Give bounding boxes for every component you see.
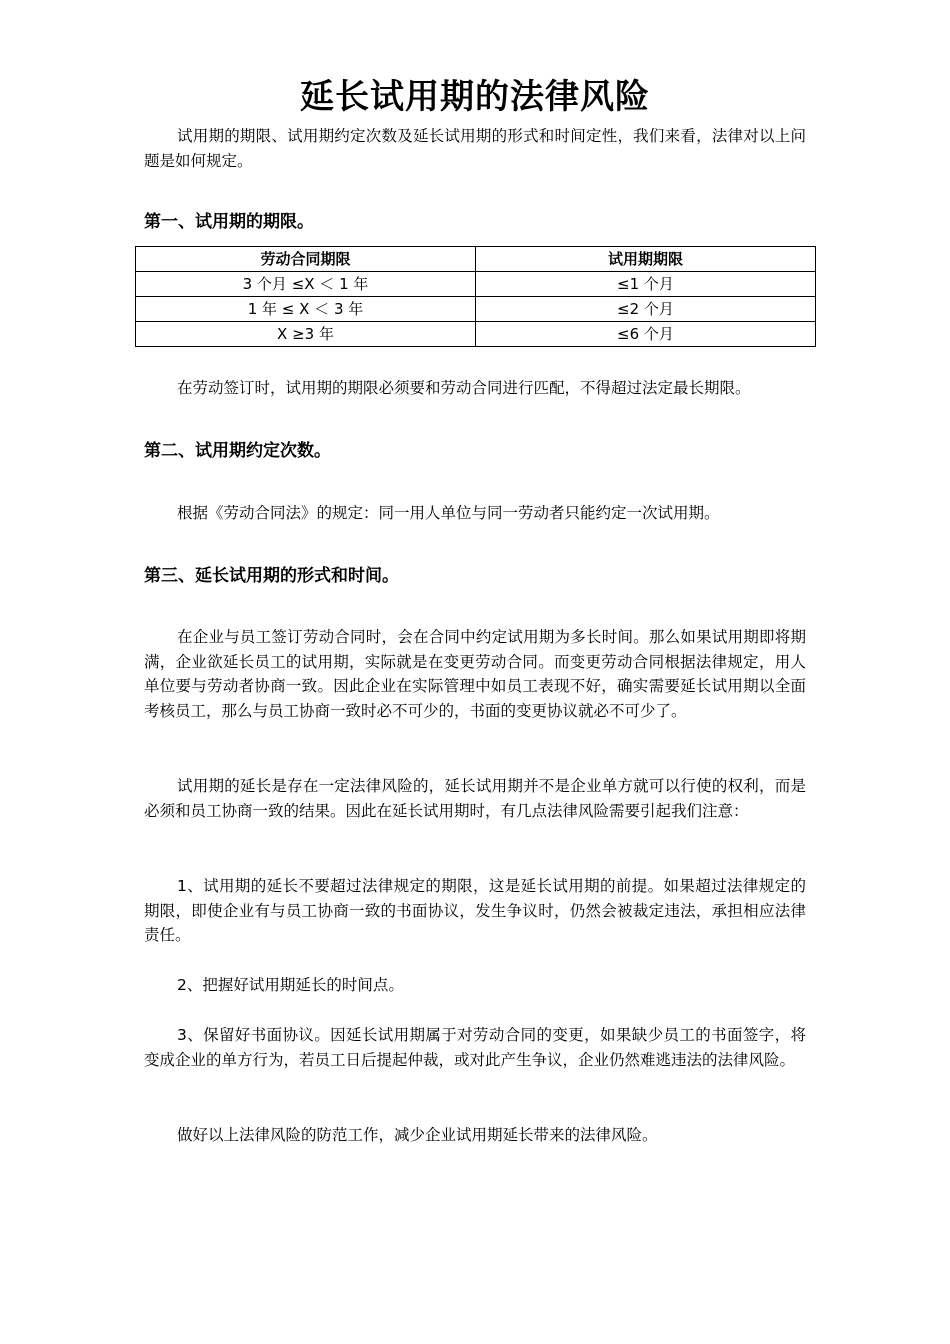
table-row xyxy=(136,297,816,322)
risk-point-1: 1、试用期的延长不要超过法律规定的期限，这是延长试用期的前提。如果超过法律规定的期限，即使企业有与员工协商一致的书面协议，发生争议时，仍然会被裁定违法，承担相应法律责任。 xyxy=(144,877,806,944)
section1-note: 在劳动签订时，试用期的期限必须要和劳动合同进行匹配，不得超过法定最长期限。 xyxy=(177,379,751,397)
table-row xyxy=(136,322,816,347)
section2-text: 根据《劳动合同法》的规定：同一用人单位与同一劳动者只能约定一次试用期。 xyxy=(177,504,720,522)
risk-point-3: 3、保留好书面协议。因延长试用期属于对劳动合同的变更，如果缺少员工的书面签字，将变成企业的单方行为，若员工日后提起仲裁，或对此产生争议，企业仍然难逃违法的法律风险。 xyxy=(144,1026,806,1069)
probation-limits-table xyxy=(135,246,816,347)
table-header-row xyxy=(136,247,816,272)
conclusion-paragraph: 做好以上法律风险的防范工作，减少企业试用期延长带来的法律风险。 xyxy=(177,1126,658,1144)
table-cell: 3 个月 ≤X ＜ 1 年 xyxy=(136,272,476,297)
table-row xyxy=(136,272,816,297)
table-cell: ≤1 个月 xyxy=(476,272,816,297)
table-header-probation-term: 试用期期限 xyxy=(476,247,816,272)
table-cell: ≤6 个月 xyxy=(476,322,816,347)
page-title: 延长试用期的法律风险 xyxy=(300,76,650,117)
section3-paragraph-1: 在企业与员工签订劳动合同时，会在合同中约定试用期为多长时间。那么如果试用期即将期满，企业欲延长员工的试用期，实际就是在变更劳动合同。而变更劳动合同根据法律规定，用人单位要与劳动者协商一致。因此企业在实际管理中如员工表现不好，确实需要延长试用期以全面考核员工，那么与员工协商一致时必不可少的，书面的变更协议就必不可少了。 xyxy=(144,628,806,720)
table-cell: X ≥3 年 xyxy=(136,322,476,347)
section3-paragraph-2: 试用期的延长是存在一定法律风险的，延长试用期并不是企业单方就可以行使的权利，而是必须和员工协商一致的结果。因此在延长试用期时，有几点法律风险需要引起我们注意： xyxy=(144,777,806,820)
table-cell: ≤2 个月 xyxy=(476,297,816,322)
section3-heading: 第三、延长试用期的形式和时间。 xyxy=(144,566,399,586)
intro-paragraph: 试用期的期限、试用期约定次数及延长试用期的形式和时间定性，我们来看，法律对以上问题是如何规定。 xyxy=(144,127,806,170)
risk-point-2: 2、把握好试用期延长的时间点。 xyxy=(177,976,404,994)
table-cell: 1 年 ≤ X ＜ 3 年 xyxy=(136,297,476,322)
table-header-contract-term: 劳动合同期限 xyxy=(136,247,476,272)
section2-heading: 第二、试用期约定次数。 xyxy=(144,441,331,461)
section1-heading: 第一、试用期的期限。 xyxy=(144,212,314,232)
